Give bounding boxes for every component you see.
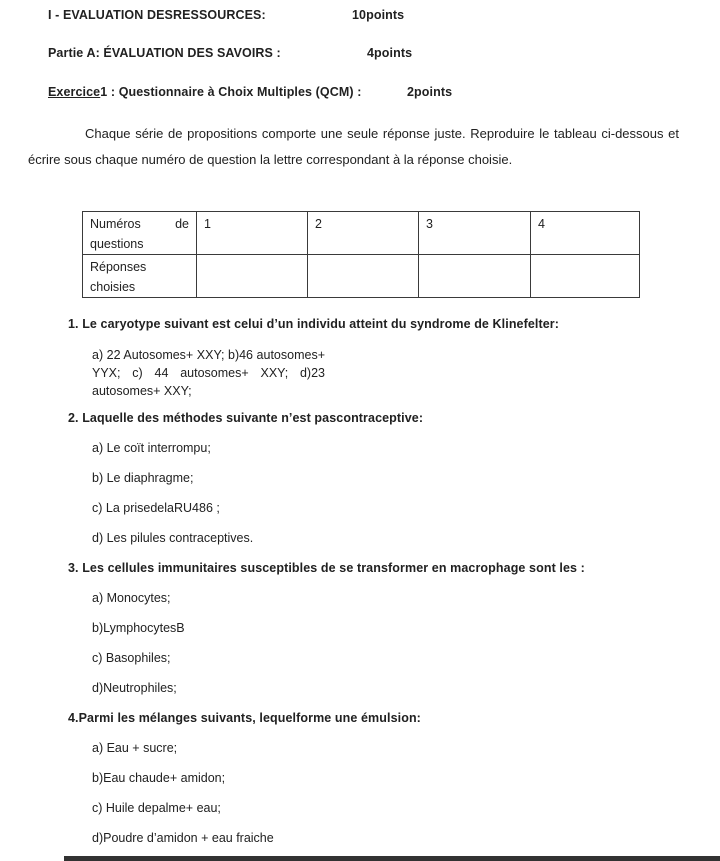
question-2-title: 2. Laquelle des méthodes suivante n’est pascontraceptive:: [68, 411, 424, 425]
question-1-options-line: YYX; c) 44 autosomes+ XXY; d)23: [92, 366, 325, 380]
question-1-options-block: [92, 346, 325, 400]
question-2-option-b: b) Le diaphragme;: [92, 471, 194, 485]
row-header-reponses: [83, 255, 197, 298]
instructions-paragraph: Chaque série de propositions comporte une seule réponse juste. Reproduire le tableau ci-dessous et écrire sous chaque numéro de question la lettre correspondant à la réponse choisie.: [28, 126, 679, 167]
question-4-title: 4.Parmi les mélanges suivants, lequelforme une émulsion:: [68, 711, 421, 725]
row-header-numeros: [83, 212, 197, 255]
section-i-points: 10points: [352, 8, 405, 22]
section-i-title: I - EVALUATION DESRESSOURCES:: [48, 8, 266, 22]
table-row-question-numbers: [83, 212, 640, 255]
exercice-title: [48, 85, 362, 99]
question-number-cell: 1: [197, 212, 308, 255]
question-3-option-c: c) Basophiles;: [92, 651, 171, 665]
answer-table: [82, 211, 640, 298]
question-3-option-b: b)LymphocytesB: [92, 621, 185, 635]
exercice-points: 2points: [407, 85, 453, 99]
answer-cell: [308, 255, 419, 298]
question-2-option-d: d) Les pilules contraceptives.: [92, 531, 254, 545]
question-3-title: 3. Les cellules immunitaires susceptibles de se transformer en macrophage sont les :: [68, 561, 585, 575]
question-4-option-b: b)Eau chaude+ amidon;: [92, 771, 226, 785]
question-4-option-d: d)Poudre d’amidon + eau fraiche: [92, 831, 274, 845]
partie-a-title: Partie A: ÉVALUATION DES SAVOIRS :: [48, 46, 281, 60]
row-header-numeros-line1: Numéros de: [90, 217, 189, 231]
question-3-option-a: a) Monocytes;: [92, 591, 171, 605]
question-2-option-c: c) La prisedelaRU486 ;: [92, 501, 220, 515]
question-1-options-line: a) 22 Autosomes+ XXY; b)46 autosomes+: [92, 348, 325, 362]
row-header-numeros-line2: questions: [90, 237, 144, 251]
question-number-cell: 3: [419, 212, 531, 255]
partie-a-points: 4points: [367, 46, 413, 60]
question-1-title: 1. Le caryotype suivant est celui d’un individu atteint du syndrome de Klinefelter:: [68, 317, 560, 331]
table-row-chosen-answers: [83, 255, 640, 298]
question-3-option-d: d)Neutrophiles;: [92, 681, 177, 695]
row-header-reponses-line2: choisies: [90, 280, 136, 294]
exercice-title-underlined: Exercice: [48, 85, 101, 99]
answer-cell: [419, 255, 531, 298]
cropped-content-bar: [64, 856, 720, 861]
answer-cell: [197, 255, 308, 298]
question-number-cell: 4: [531, 212, 640, 255]
answer-cell: [531, 255, 640, 298]
exercice-title-rest: 1 : Questionnaire à Choix Multiples (QCM) :: [100, 85, 362, 99]
question-1-options-line: autosomes+ XXY;: [92, 384, 192, 398]
question-4-option-a: a) Eau + sucre;: [92, 741, 178, 755]
question-number-cell: 2: [308, 212, 419, 255]
question-2-option-a: a) Le coït interrompu;: [92, 441, 211, 455]
question-4-option-c: c) Huile depalme+ eau;: [92, 801, 221, 815]
row-header-reponses-line1: Réponses: [90, 260, 147, 274]
